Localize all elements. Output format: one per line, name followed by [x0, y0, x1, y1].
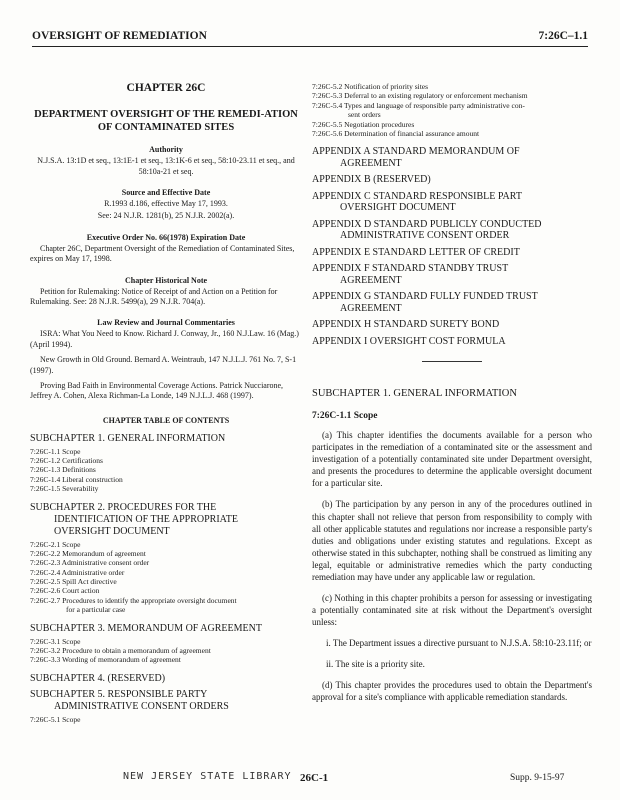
toc-item: 7:26C-1.2 Certifications [30, 456, 103, 466]
paragraph-c: (c) Nothing in this chapter prohibits a person for assessing or investigating a potentially contaminated site at risk without the Department's oversight unless: [312, 592, 592, 627]
source-line-2: See: 24 N.J.R. 1281(b), 25 N.J.R. 2002(a). [97, 211, 235, 221]
running-head [32, 28, 588, 47]
body-section-heading: 7:26C-1.1 Scope [312, 411, 378, 422]
toc-item: 7:26C-1.4 Liberal construction [30, 474, 123, 484]
toc-item: 7:26C-2.2 Memorandum of agreement [30, 548, 146, 558]
library-stamp: NEW JERSEY STATE LIBRARY [123, 771, 292, 782]
appendix-label: APPENDIX F STANDARD STANDBY TRUST [312, 263, 509, 275]
appendix-label-cont: AGREEMENT [340, 302, 402, 314]
toc-subchapter-5-title-line: ADMINISTRATIVE CONSENT ORDERS [54, 700, 229, 712]
left-column [30, 68, 302, 724]
toc-item: 7:26C-1.1 Scope [30, 446, 81, 456]
page-number: 26C-1 [300, 772, 329, 784]
exec-order-heading: Executive Order No. 66(1978) Expiration Date [86, 232, 246, 242]
toc-subchapter-5-title [30, 689, 302, 713]
toc-subchapter-5-title-line: SUBCHAPTER 5. RESPONSIBLE PARTY [30, 688, 208, 700]
source-heading: Source and Effective Date [121, 188, 211, 198]
appendix-item [312, 191, 592, 214]
paragraph-a: (a) This chapter identifies the documents available for a person who participates in the remediation of a contaminated site or the assessment and investigation of a potentially contaminated site under Department oversight, and presents the procedures to determine the applicable oversight document for a particular site. [312, 430, 592, 489]
running-head-left: OVERSIGHT OF REMEDIATION [32, 30, 207, 42]
appendix-item [312, 219, 592, 242]
toc-heading: CHAPTER TABLE OF CONTENTS [102, 415, 230, 425]
toc-subchapter-2-title-line: OVERSIGHT DOCUMENT [54, 525, 170, 537]
toc-subchapter-2-title [30, 502, 302, 538]
toc-subchapter-5-continued [312, 82, 592, 138]
appendix-item [312, 291, 592, 314]
toc-subchapter-5-list [30, 715, 302, 724]
appendix-label-cont: OVERSIGHT DOCUMENT [340, 202, 456, 214]
body-subchapter-heading: SUBCHAPTER 1. GENERAL INFORMATION [312, 388, 517, 400]
toc-item: 7:26C-5.3 Deferral to an existing regulatory or enforcement mechanism [312, 91, 528, 101]
law-review-entry: ISRA: What You Need to Know. Richard J. Conway, Jr., 160 N.J.Law. 16 (Mag.) (April 1994). [30, 329, 299, 349]
toc-item: 7:26C-2.4 Administrative order [30, 567, 125, 577]
appendix-label: APPENDIX H STANDARD SURETY BOND [312, 319, 500, 331]
toc-item: 7:26C-2.3 Administrative consent order [30, 558, 150, 568]
appendix-item [312, 319, 592, 331]
toc-subchapter-1-title: SUBCHAPTER 1. GENERAL INFORMATION [30, 432, 226, 444]
authority-heading: Authority [149, 145, 183, 155]
appendix-label-cont: AGREEMENT [340, 157, 402, 169]
toc-subchapter-4-title: SUBCHAPTER 4. (RESERVED) [30, 672, 166, 684]
section-divider [422, 361, 482, 362]
toc-item: 7:26C-1.5 Severability [30, 484, 99, 494]
toc-item: 7:26C-5.2 Notification of priority sites [312, 82, 429, 91]
toc-item: 7:26C-2.5 Spill Act directive [30, 577, 117, 587]
toc-item: 7:26C-2.7 Procedures to identify the appropriate oversight document [30, 595, 237, 605]
source-line-1: R.1993 d.186, effective May 17, 1993. [104, 199, 228, 209]
chapter-number: CHAPTER 26C [126, 82, 206, 94]
appendix-label-cont: ADMINISTRATIVE CONSENT ORDER [340, 230, 510, 242]
appendix-list [312, 146, 592, 347]
paragraph-b: (b) The participation by any person in any of the procedures outlined in this chapter shall not relieve that person from responsibility to comply with all other applicable statutes and regulations nor increase a responsible party's duties and obligations under existing statutes and regulations. Except as otherwise stated in this subchapter, nothing shall be construed as limiting any legal, equitable or administrative remedies which the party conducting remediation may have under any applicable law or regulation. [312, 499, 592, 582]
appendix-item [312, 146, 592, 169]
toc-item: 7:26C-2.1 Scope [30, 539, 81, 549]
toc-subchapter-2-title-line: IDENTIFICATION OF THE APPROPRIATE [54, 513, 238, 525]
appendix-label: APPENDIX B (RESERVED) [312, 174, 431, 186]
appendix-label: APPENDIX A STANDARD MEMORANDUM OF [312, 146, 520, 158]
right-column [312, 80, 592, 712]
paragraph-d: (d) This chapter provides the procedures used to obtain the Department's approval for a site's compliance with applicable remediation standards. [312, 680, 592, 703]
paragraph-c-ii: ii. The site is a priority site. [326, 659, 425, 669]
toc-item-wrap: for a particular case [66, 605, 126, 615]
toc-item: 7:26C-3.1 Scope [30, 636, 81, 646]
authority-text: N.J.S.A. 13:1D et seq., 13:1E-1 et seq., 13:1K-6 et seq., 58:10-23.11 et seq., and 58:10a-21 et seq. [37, 156, 295, 176]
toc-item: 7:26C-2.6 Court action [30, 586, 100, 596]
appendix-item [312, 247, 592, 259]
supplement-date: Supp. 9-15-97 [510, 773, 565, 783]
appendix-label: APPENDIX E STANDARD LETTER OF CREDIT [312, 246, 520, 258]
toc-subchapter-2-title-line: SUBCHAPTER 2. PROCEDURES FOR THE [30, 501, 217, 513]
law-review-entry: Proving Bad Faith in Environmental Coverage Actions. Patrick Nucciarone, Jeffrey A. Cohen, Alexa Richman-La Londe, 149 N.J.L.J. 468 (1997). [30, 380, 284, 401]
appendix-item [312, 174, 592, 186]
exec-order-text: Chapter 26C, Department Oversight of the Remediation of Contaminated Sites, expires on May 17, 1998. [30, 243, 295, 264]
appendix-label: APPENDIX D STANDARD PUBLICLY CONDUCTED [312, 218, 542, 230]
toc-item: 7:26C-5.1 Scope [30, 714, 81, 724]
toc-subchapter-1-list [30, 447, 302, 494]
toc-item: 7:26C-1.3 Definitions [30, 465, 96, 475]
toc-item: 7:26C-3.3 Wording of memorandum of agreement [30, 655, 181, 665]
toc-item: 7:26C-5.4 Types and language of responsible party administrative con- [312, 100, 525, 110]
chapter-title: DEPARTMENT OVERSIGHT OF THE REMEDI-ATION OF CONTAMINATED SITES [34, 109, 298, 134]
toc-item: 7:26C-5.6 Determination of financial assurance amount [312, 128, 480, 138]
toc-item: 7:26C-5.5 Negotiation procedures [312, 119, 415, 129]
appendix-label-cont: AGREEMENT [340, 274, 402, 286]
toc-item: 7:26C-3.2 Procedure to obtain a memorandum of agreement [30, 645, 211, 655]
running-head-right: 7:26C–1.1 [538, 30, 588, 42]
toc-subchapter-3-list [30, 637, 302, 665]
appendix-label: APPENDIX I OVERSIGHT COST FORMULA [312, 335, 506, 347]
appendix-item [312, 336, 592, 348]
toc-item-wrap: sent orders [348, 110, 381, 120]
history-heading: Chapter Historical Note [124, 275, 208, 285]
appendix-item [312, 263, 592, 286]
paragraph-c-i: i. The Department issues a directive pursuant to N.J.S.A. 58:10-23.11f; or [326, 637, 592, 648]
history-text: Petition for Rulemaking: Notice of Receipt of and Action on a Petition for Rulemaking. See: 28 N.J.R. 5499(a), 29 N.J.R. 704(a). [30, 286, 278, 306]
law-review-entry: New Growth in Old Ground. Bernard A. Weintraub, 147 N.J.L.J. 761 No. 7, S-1 (1997). [30, 355, 297, 375]
law-review-heading: Law Review and Journal Commentaries [97, 318, 235, 328]
appendix-label: APPENDIX C STANDARD RESPONSIBLE PART [312, 190, 522, 202]
toc-subchapter-3-title: SUBCHAPTER 3. MEMORANDUM OF AGREEMENT [30, 622, 262, 634]
appendix-label: APPENDIX G STANDARD FULLY FUNDED TRUST [312, 291, 538, 303]
toc-subchapter-2-list [30, 540, 302, 615]
